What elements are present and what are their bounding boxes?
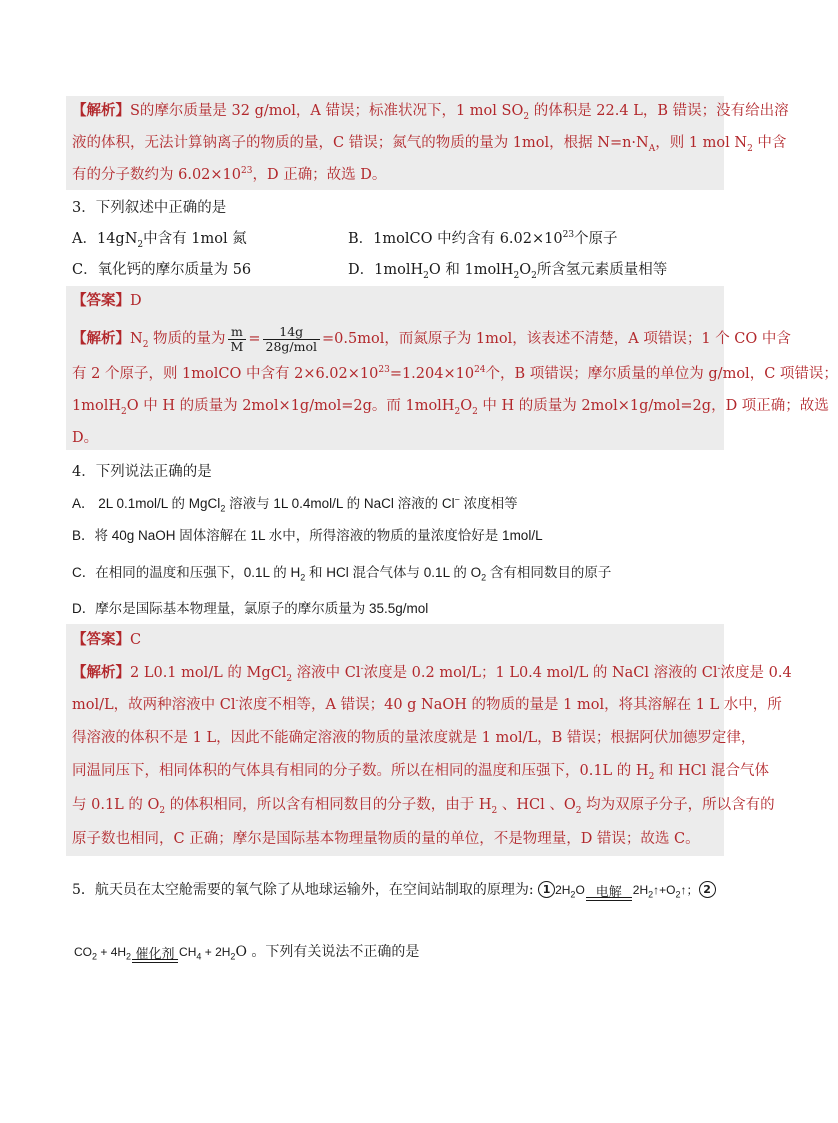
- q3-explanation-line-3: 1molH$_2$O 中 H 的质量为 2mol×1g/mol=2g。而 $1molH_2O_2$ 中 H 的质量为 2mol×1g/mol=2g，D 项正确；故选: [72, 398, 829, 417]
- q4-option-d: D．摩尔是国际基本物理量，氯原子的摩尔质量为 35.5g/mol: [72, 601, 429, 616]
- reaction-1: $2H_2O$ 电解 $2H_2↑+O_2↑$；: [555, 883, 699, 900]
- q3-explanation-line-1: 【解析】$N_2$ 物质的量为 $\frac{m}{M}$ = $\frac{14g}{\text{28g/mol}}$ =0.5mol，而氮原子为 1mol，该表述不清楚，A 项错误；1 个 CO 中含: [72, 323, 791, 354]
- q4-explanation-line-5: 与 0.1L 的 $O_2$ 的体积相同，所以含有相同数目的分子数，由于 $H_2$ 、HCl 、$O_2$ 均为双原子分子，所以含有的: [72, 797, 775, 816]
- q4-explanation-line-3: 得溶液的体积不是 1 L，因此不能确定溶液的物质的量浓度就是 1 mol/L，B 错误；根据阿伏加德罗定律，: [72, 730, 756, 746]
- q4-option-b: B．将 40g NaOH 固体溶解在 1L 水中，所得溶液的物质的量浓度恰好是 1mol/L: [72, 528, 543, 543]
- electrolysis-arrow: 电解: [586, 883, 632, 901]
- q5-stem-line-1: 5．航天员在太空舱需要的氧气除了从地球运输外，在空间站制取的原理为: 1 $2H_2O$ 电解 $2H_2↑+O_2↑$； 2: [72, 880, 716, 901]
- explanation-tag: 【解析】: [72, 102, 130, 119]
- q4-stem: 4．下列说法正确的是: [72, 464, 212, 480]
- q4-option-a: A． 2L 0.1mol/L 的 MgCl$_2$ 溶液与 1L 0.4mol/L 的 NaCl 溶液的 Cl− 浓度相等: [72, 494, 518, 514]
- q2-explanation-line-1: [72, 101, 789, 121]
- q4-explanation-line-2: mol/L，故两种溶液中 Cl-浓度不相等，A 错误；40 g NaOH 的物质的量是 1 mol，将其溶解在 1 L 水中，所: [72, 696, 782, 713]
- q4-explanation-line-4: 同温同压下，相同体积的气体具有相同的分子数。所以在相同的温度和压强下，0.1L 的 $H_2$ 和 HCl 混合气体: [72, 763, 770, 782]
- q2-explanation-line-2: 液的体积，无法计算钠离子的物质的量，C 错误；氮气的物质的量为 1mol，根据 $N=n\cdot N_A$，则 1 mol $N_2$ 中含: [72, 135, 787, 154]
- q3-answer: 【答案】D: [72, 292, 142, 309]
- q3-option-d: D．1molH$_2$O 和 $1molH_2O_2$所含氢元素质量相等: [348, 262, 668, 281]
- q3-options-row-1: [72, 229, 722, 249]
- q4-explanation-line-6: 原子数也相同，C 正确；摩尔是国际基本物理量物质的量的单位，不是物理量，D 错误；故选 C。: [72, 831, 700, 847]
- q2-exp-text: S的摩尔质量是 32 g/mol，A 错误；标准状况下，1 mol $SO_2$ 的体积是 22.4 L，B 错误；没有给出溶: [130, 103, 789, 122]
- q3-option-b: B．1molCO 中约含有 $6.02\times 10^{23}$个原子: [348, 230, 618, 247]
- q3-options-row-2: [72, 260, 722, 280]
- fraction-14g-over-28g: $\frac{14g}{\text{28g/mol}}$: [263, 325, 321, 354]
- q3-option-a: A．$14gN_2$中含有 1mol 氮: [72, 231, 247, 250]
- q3-explanation-line-4: D。: [72, 430, 99, 446]
- q3-stem: 3．下列叙述中正确的是: [72, 200, 227, 216]
- catalyst-arrow: 催化剂: [132, 945, 178, 963]
- fraction-m-over-M: $\frac{m}{M}$: [228, 325, 247, 354]
- q4-option-c: C．在相同的温度和压强下，0.1L 的 $H_2$ 和 HCl 混合气体与 0.1L 的 $O_2$ 含有相同数目的原子: [72, 565, 612, 583]
- circled-number-2: 2: [699, 881, 716, 898]
- q5-stem-line-2: $CO_2 + 4H_2$ 催化剂 $CH_4 + 2H_2O$ 。下列有关说法不正确的是: [74, 944, 420, 962]
- q3-option-c: C．氧化钙的摩尔质量为 56: [72, 262, 252, 278]
- q4-answer: 【答案】C: [72, 631, 142, 648]
- q2-explanation-line-3: 有的分子数约为 $6.02\times 10^{23}$，D 正确；故选 D。: [72, 166, 387, 183]
- circled-number-1: 1: [538, 881, 555, 898]
- q4-explanation-line-1: 【解析】2 L0.1 mol/L 的 MgCl$_2$ 溶液中 Cl-浓度是 0.2 mol/L；1 L0.4 mol/L 的 NaCl 溶液的 Cl-浓度是 0.4: [72, 664, 792, 684]
- q3-explanation-line-2: 有 2 个原子，则 1molCO 中含有 $2\times 6.02\times 10^{23}=1.204\times 10^{24}$个，B 项错误；摩尔质量的单位为 g/mol，C 项错误；: [72, 365, 838, 382]
